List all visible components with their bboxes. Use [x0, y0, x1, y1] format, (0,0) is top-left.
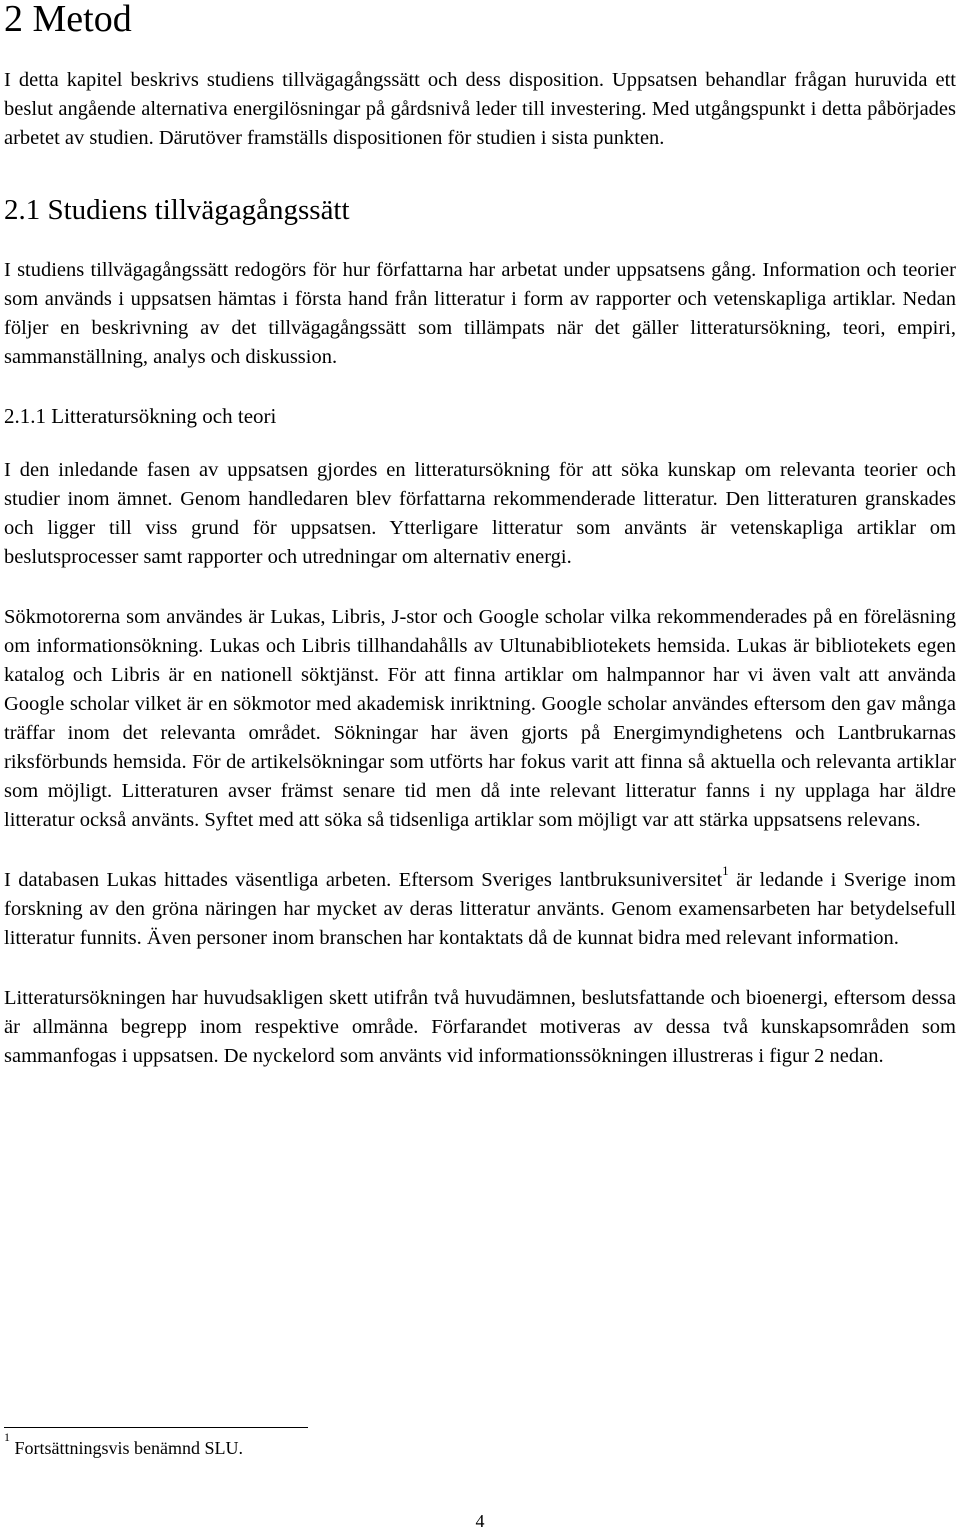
page-number: 4 [475, 1511, 485, 1531]
chapter-title: 2 Metod [4, 0, 132, 40]
paragraph-3-text-after: är ledande i Sverige inom forskning av den gröna näringen har mycket av deras litteratur använts. Genom examensarbeten har betydelsefull litteratur funnits. Även personer inom branschen har kontaktats då de kunnat bidra med relevant information. [4, 869, 956, 949]
footnote-number: 1 [4, 1430, 10, 1444]
section-2-1-1-paragraph-1: I den inledande fasen av uppsatsen gjordes en litteratursökning för att söka kunskap om relevanta teorier och studier inom ämnet. Genom handledaren blev författarna rekommenderade litteratur. Den litteraturen granskades och ligger till viss grund för uppsatsen. Ytterligare litteratur som använts är vetenskapliga artiklar om beslutsprocesser samt rapporter och utredningar om alternativ energi. [4, 459, 956, 568]
section-2-1-paragraph: I studiens tillvägagångssätt redogörs för hur författarna har arbetat under uppsatsens gång. Information och teorier som används i uppsatsen hämtas i första hand från litteratur i form av rapporter och vetenskapliga artiklar. Nedan följer en beskrivning av det tillvägagångssätt som tillämpats när det gäller litteratursökning, teori, empiri, sammanställning, analys och diskussion. [4, 259, 956, 368]
footnote-reference[interactable]: 1 [722, 863, 729, 879]
footnote-separator [4, 1427, 308, 1428]
section-2-1-1-paragraph-4: Litteratursökningen har huvudsakligen skett utifrån två huvudämnen, beslutsfattande och bioenergi, eftersom dessa är allmänna begrepp inom respektive område. Förfarandet motiveras av dessa två kunskapsområden som sammanfogas i uppsatsen. De nyckelord som använts vid informationssökningen illustreras i figur 2 nedan. [4, 987, 956, 1067]
document-page [4, 0, 956, 1071]
section-2-1-1-paragraph-2: Sökmotorerna som användes är Lukas, Libris, J-stor och Google scholar vilka rekommenderades på en föreläsning om informationsökning. Lukas och Libris tillhandahålls av Ultunabibliotekets hemsida. Lukas är bibliotekets egen katalog och Libris är en nationell söktjänst. För att finna artiklar om halmpannor har vi även valt att använda Google scholar vilket är en sökmotor med akademisk inriktning. Google scholar användes eftersom den gav många träffar inom det relevanta området. Sökningar har även gjorts på Energimyndighetens och Lantbrukarnas riksförbunds hemsida. För de artikelsökningar som utförts har fokus varit att finna så aktuella och relevanta artiklar som möjligt. Litteraturen avser främst senare tid men då inte relevant litteratur fanns i ny upplaga har äldre litteratur också använts. Syftet med att söka så tidsenliga artiklar som möjligt var att stärka uppsatsens relevans. [4, 606, 956, 831]
footnote [4, 1430, 243, 1460]
footnote-text: Fortsättningsvis benämnd SLU. [10, 1438, 243, 1458]
section-2-1-title: 2.1 Studiens tillvägagångssätt [4, 194, 350, 226]
section-2-1-1-title: 2.1.1 Litteratursökning och teori [4, 404, 277, 428]
section-2-1-1-paragraph-3 [4, 863, 956, 953]
paragraph-3-text-before: I databasen Lukas hittades väsentliga arbeten. Eftersom Sveriges lantbruksuniversitet [4, 869, 723, 891]
chapter-intro-paragraph: I detta kapitel beskrivs studiens tillvägagångssätt och dess disposition. Uppsatsen behandlar frågan huruvida ett beslut angående alternativa energilösningar på gårdsnivå leder till investering. Med utgångspunkt i detta påbörjades arbetet av studien. Därutöver framställs dispositionen för studien i sista punkten. [4, 69, 956, 149]
